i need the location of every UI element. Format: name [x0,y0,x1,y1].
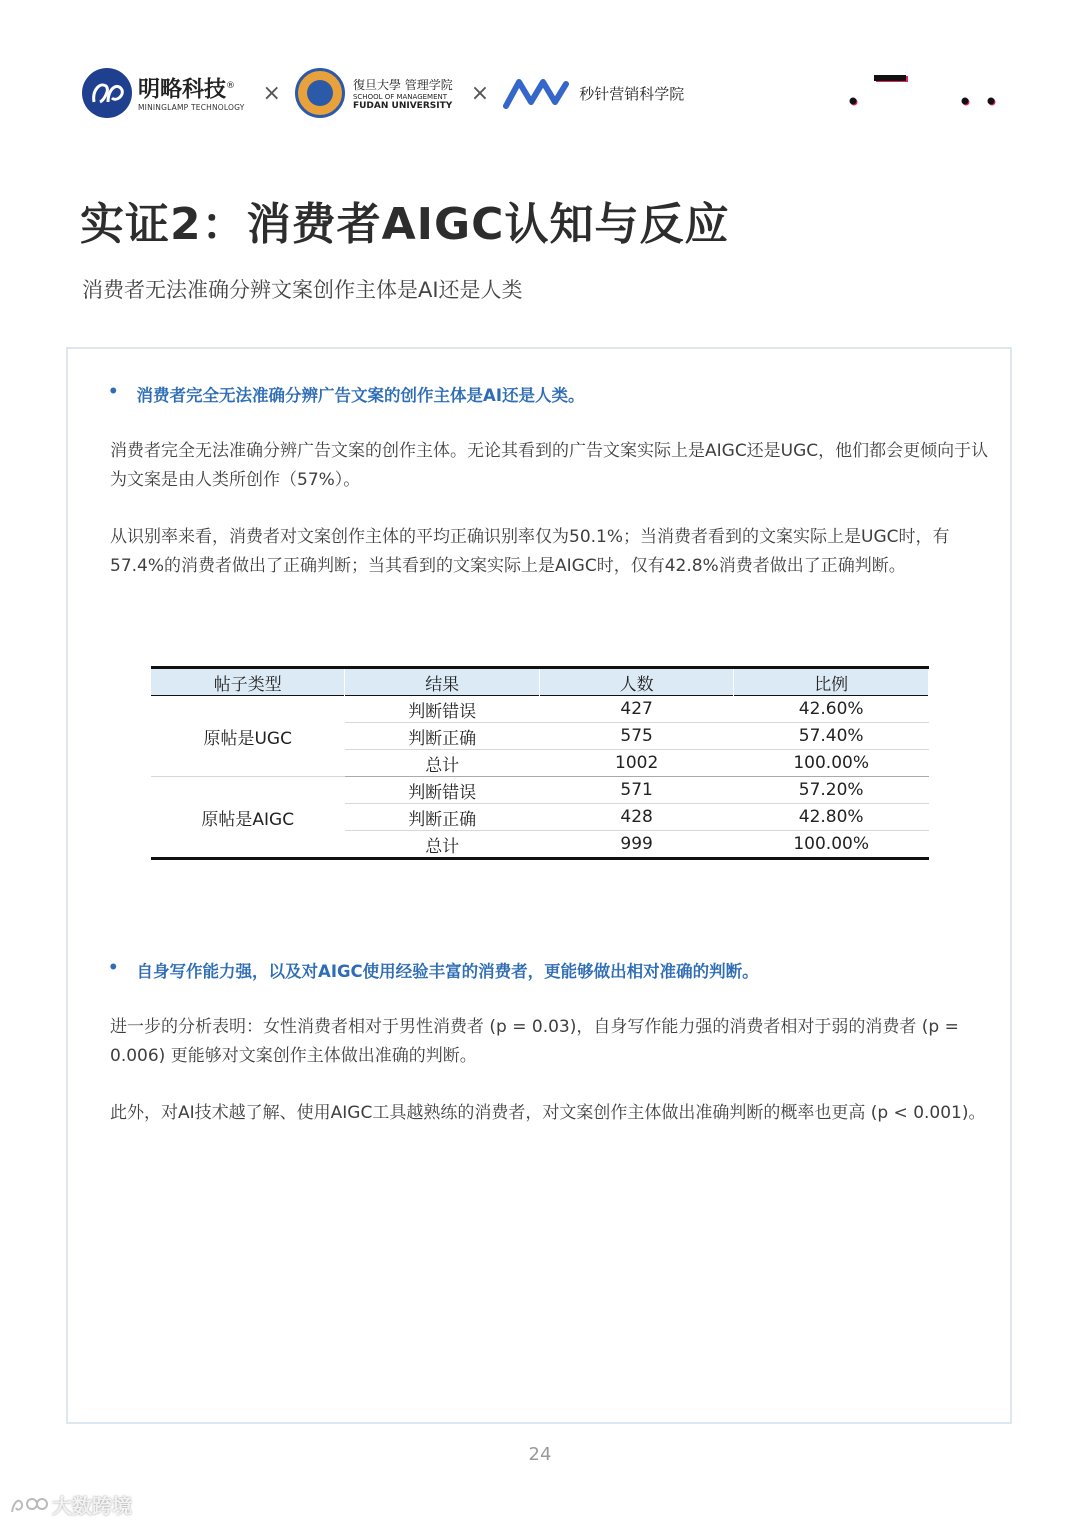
fudan-wordmark [353,76,453,111]
result-cell: 判断错误 [345,777,539,804]
section2-heading-text: 自身写作能力强，以及对AIGC使用经验丰富的消费者，更能够做出相对准确的判断。 [136,962,759,981]
result-cell: 判断正确 [345,804,539,831]
count-cell: 428 [539,804,733,831]
section2-paragraph: 进一步的分析表明：女性消费者相对于男性消费者 (p = 0.03)，自身写作能力强的消费者相对于弱的消费者 (p = 0.006) 更能够对文案创作主体做出准确的判断。 [110,1017,959,1066]
mininglamp-name: 明略科技 [138,77,227,103]
count-cell: 999 [539,831,733,859]
count-cell: 571 [539,777,733,804]
column-header: 帖子类型 [151,668,345,696]
page-subtitle: 消费者无法准确分辨文案创作主体是AI还是人类 [82,278,523,302]
count-cell: 575 [539,723,733,750]
ratio-cell: 57.20% [734,777,929,804]
bullet-icon: • [108,382,119,401]
page-title: 实证2：消费者AIGC认知与反应 [80,199,730,250]
section1-paragraph: 从识别率来看，消费者对文案创作主体的平均正确识别率仅为50.1%；当消费者看到的文案实际上是UGC时，有57.4%的消费者做出了正确判断；当其看到的文案实际上是AIGC时，仅有42.8%消费者做出了正确判断。 [110,527,950,576]
fudan-university-name: FUDAN UNIVERSITY [352,100,453,111]
page-number: 24 [528,1444,552,1465]
section2-paragraph: 此外，对AI技术越了解、使用AIGC工具越熟练的消费者，对文案创作主体做出准确判断的概率也更高 (p < 0.001)。 [110,1103,986,1123]
section1-heading-text: 消费者完全无法准确分辨广告文案的创作主体是AI还是人类。 [136,386,585,405]
column-header: 结果 [345,668,539,696]
result-cell: 总计 [345,831,539,859]
table-row [151,696,929,723]
table-row [151,777,929,804]
count-cell: 1002 [539,750,733,777]
fudan-school-name: SCHOOL OF MANAGEMENT [352,92,448,101]
ratio-cell: 100.00% [734,831,929,859]
mininglamp-logo-icon [82,68,132,118]
result-cell: 判断错误 [345,696,539,723]
fudan-cn-name: 復旦大學 管理学院 [352,77,453,92]
ratio-cell: 42.60% [734,696,929,723]
group-label: 原帖是AIGC [151,777,345,859]
ratio-cell: 42.80% [734,804,929,831]
mininglamp-english-name: MININGLAMP TECHNOLOGY [138,102,245,112]
column-header: 比例 [734,668,929,696]
registered-mark: ® [226,81,236,92]
ratio-cell: 57.40% [734,723,929,750]
result-cell: 判断正确 [345,723,539,750]
content-panel [66,347,1012,1424]
ratio-cell: 100.00% [734,750,929,777]
count-cell: 427 [539,696,733,723]
fudan-seal-icon [295,68,345,118]
result-cell: 总计 [345,750,539,777]
miaozhen-name: 秒针营销科学院 [579,84,685,103]
collab-separator: × [262,80,281,106]
watermark-logo-icon [8,1494,48,1516]
recognition-table [151,666,929,860]
decorative-glitch-icon [848,74,998,114]
miaozhen-logo-icon [503,76,569,110]
collab-separator: × [470,80,490,106]
partner-logo-bar [82,66,684,120]
section1-heading [108,382,584,406]
section1-paragraph: 消费者完全无法准确分辨广告文案的创作主体。无论其看到的广告文案实际上是AIGC还是UGC，他们都会更倾向于认为文案是由人类所创作（57%）。 [110,441,989,490]
group-label: 原帖是UGC [151,696,345,777]
section2-heading [108,958,759,982]
mininglamp-wordmark [138,74,245,111]
watermark [8,1490,132,1519]
watermark-text: 大数跨境 [52,1494,132,1518]
column-header: 人数 [539,668,733,696]
table-header-row [151,668,929,696]
bullet-icon: • [108,958,119,977]
